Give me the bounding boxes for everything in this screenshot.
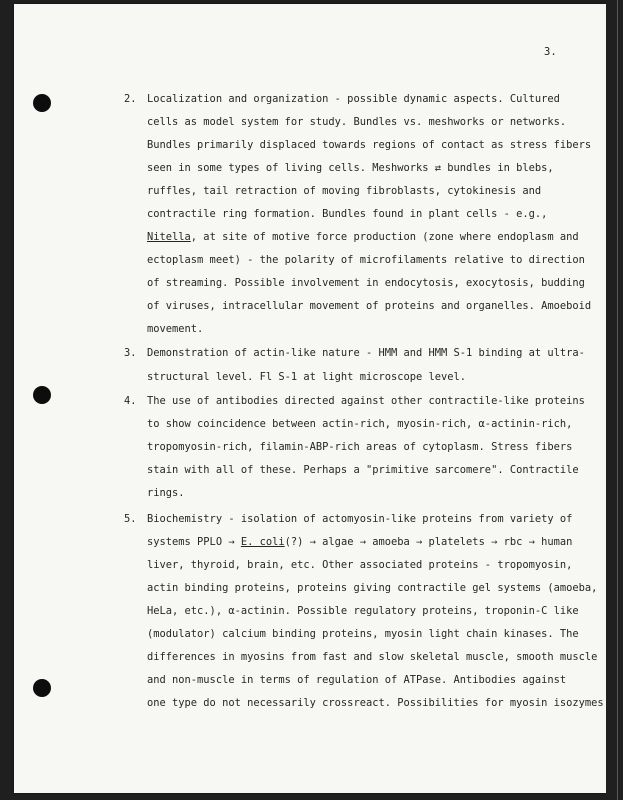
text-line: structural level. Fl S-1 at light microscope level. [147,371,467,383]
text-line: (modulator) calcium binding proteins, myosin light chain kinases. The [147,628,579,640]
text-line: actin binding proteins, proteins giving contractile gel systems (amoeba, [147,582,598,594]
text-line: and non-muscle in terms of regulation of ATPase. Antibodies against [147,674,567,686]
text-line: cells as model system for study. Bundles vs. meshworks or networks. [147,116,567,128]
text-line: The use of antibodies directed against other contractile-like proteins [147,395,585,407]
punch-hole-top [33,94,51,112]
item-number: 5. [124,513,137,525]
text-line: movement. [147,323,204,335]
item-number: 2. [124,93,137,105]
text-line: ectoplasm meet) - the polarity of microfilaments relative to direction [147,254,585,266]
text-line: tropomyosin-rich, filamin-ABP-rich areas of cytoplasm. Stress fibers [147,441,573,453]
text-line: one type do not necessarily crossreact. Possibilities for myosin isozymes [147,697,604,709]
page-edge-line [617,0,618,800]
text-line: seen in some types of living cells. Meshworks ⇄ bundles in blebs, [147,162,554,174]
text-line: Localization and organization - possible dynamic aspects. Cultured [147,93,560,105]
page-edge [606,0,623,800]
page-number: 3. [544,46,557,58]
text-line: ruffles, tail retraction of moving fibroblasts, cytokinesis and [147,185,542,197]
text-line: differences in myosins from fast and slow skeletal muscle, smooth muscle [147,651,598,663]
item-number: 4. [124,395,137,407]
text-line: Demonstration of actin-like nature - HMM and HMM S-1 binding at ultra- [147,347,585,359]
text-line: systems PPLO → E. coli(?) → algae → amoeba → platelets → rbc → human [147,536,573,548]
text-line: of streaming. Possible involvement in endocytosis, exocytosis, budding [147,277,585,289]
text-line: contractile ring formation. Bundles found in plant cells - e.g., [147,208,548,220]
text-line: Nitella, at site of motive force production (zone where endoplasm and [147,231,579,243]
text-line: HeLa, etc.), α-actinin. Possible regulatory proteins, troponin-C like [147,605,579,617]
organism-name: Nitella [147,231,191,243]
text-line: Biochemistry - isolation of actomyosin-like proteins from variety of [147,513,573,525]
punch-hole-middle [33,386,51,404]
text-line: to show coincidence between actin-rich, myosin-rich, α-actinin-rich, [147,418,573,430]
text-line: Bundles primarily displaced towards regions of contact as stress fibers [147,139,592,151]
punch-hole-bottom [33,679,51,697]
text-line: rings. [147,487,185,499]
item-number: 3. [124,347,137,359]
organism-name: E. coli [240,536,285,548]
text-line: stain with all of these. Perhaps a "primitive sarcomere". Contractile [147,464,579,476]
text-line: liver, thyroid, brain, etc. Other associated proteins - tropomyosin, [147,559,573,571]
text-line: of viruses, intracellular movement of proteins and organelles. Amoeboid [147,300,592,312]
